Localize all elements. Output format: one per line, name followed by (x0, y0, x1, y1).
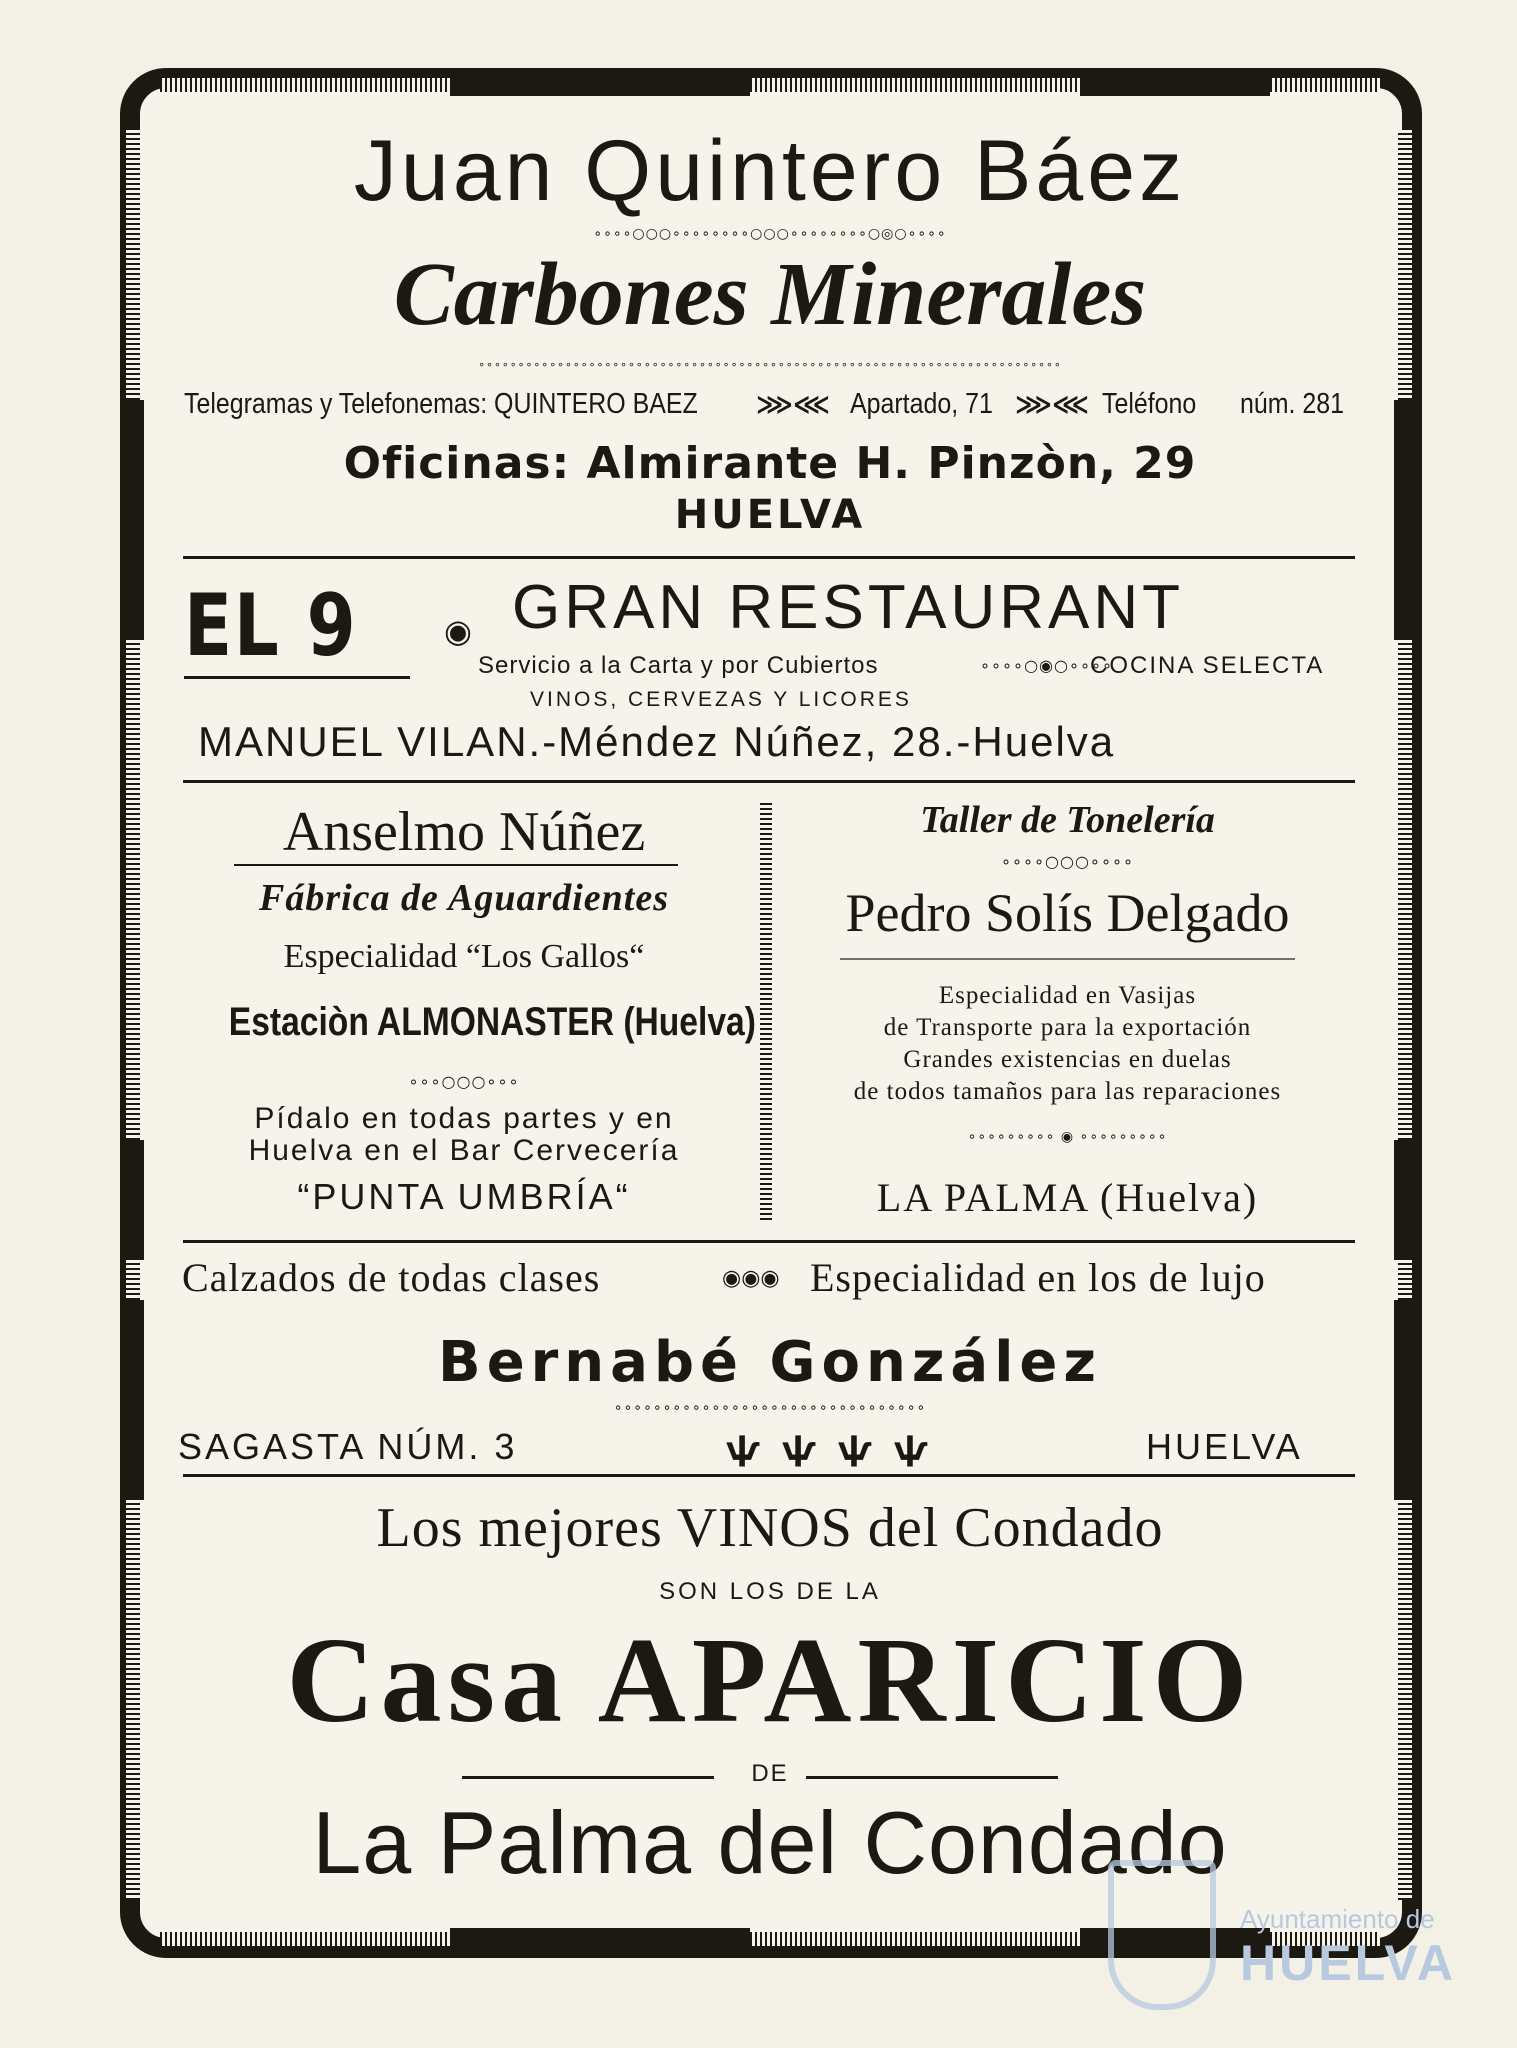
ad4-location: LA PALMA (Huelva) (876, 1175, 1259, 1220)
frame-bar-left-3 (122, 1300, 144, 1500)
ad3-station: Estaciòn ALMONASTER (Huelva) (228, 1000, 756, 1044)
frame-hatch-top-left (160, 78, 450, 92)
ad3-line2: Huelva en el Bar Cervecería (248, 1134, 680, 1167)
frame-bar-right-1 (1394, 400, 1416, 640)
frame-hatch-right-4 (1398, 1500, 1412, 1900)
ad4-line3: Grandes existencias en duelas (903, 1046, 1232, 1073)
ad5-address: SAGASTA NÚM. 3 (178, 1426, 518, 1467)
watermark-line1: Ayuntamiento de (1240, 1904, 1435, 1934)
ad4-line4: de todos tamaños para las reparaciones (853, 1078, 1282, 1105)
column-divider (760, 800, 772, 1220)
ad4-workshop: Taller de Tonelería (920, 799, 1215, 841)
ad2-logo-underline (184, 676, 410, 679)
frame-bar-top-2 (1080, 74, 1270, 96)
frame-bar-left-1 (122, 400, 144, 640)
frame-hatch-bottom-left (160, 1932, 450, 1946)
ad1-phone-number: núm. 281 (1240, 388, 1344, 420)
divider-4 (183, 1474, 1355, 1477)
ad1-city: HUELVA (674, 492, 866, 538)
frame-bar-right-2 (1394, 1140, 1416, 1260)
ad4-name-underline (840, 958, 1295, 960)
ad4-line2: de Transporte para la exportación (883, 1014, 1252, 1041)
star-divider-icon-2: ⋙⋘ (1015, 390, 1089, 420)
ad3-name: Anselmo Núñez (282, 801, 646, 863)
frame-hatch-left-1 (126, 130, 140, 400)
ad3-bar: “PUNTA UMBRÍA“ (297, 1176, 631, 1217)
ad1-po-box: Apartado, 71 (850, 388, 993, 420)
rose-icon-1: ◉ (444, 612, 472, 650)
ad2-logo: EL 9 (184, 576, 358, 676)
ornament-dots-1: ∘∘∘∘○○○∘∘∘∘∘∘∘∘○○○∘∘∘∘∘∘∘∘○◎○∘∘∘∘ (593, 226, 947, 242)
ad1-offices: Oficinas: Almirante H. Pinzòn, 29 (343, 438, 1197, 489)
frame-bar-bottom-1 (450, 1928, 750, 1950)
ad1-telegrams: Telegramas y Telefonemas: QUINTERO BAEZ (184, 388, 698, 420)
leaf-ornament-icons: ѱѱѱѱ (726, 1430, 950, 1468)
divider-1 (183, 556, 1355, 559)
ad6-house: Casa APARICIO (286, 1613, 1254, 1748)
ornament-dots-3: ∘∘∘∘○◉○∘∘∘∘ (980, 656, 1114, 675)
frame-hatch-right-1 (1398, 130, 1412, 400)
ad5-left: Calzados de todas clases (182, 1255, 601, 1300)
ad6-de: DE (751, 1760, 789, 1787)
frame-bar-top-1 (450, 74, 750, 96)
ad3-factory: Fábrica de Aguardientes (258, 877, 670, 919)
ad2-service: Servicio a la Carta y por Cubiertos (478, 652, 879, 679)
star-divider-icon-1: ⋙⋘ (756, 390, 830, 420)
ad5-city: HUELVA (1146, 1426, 1303, 1467)
frame-hatch-right-3 (1398, 1260, 1412, 1300)
ornament-dots-4: ∘∘∘○○○∘∘∘ (408, 1072, 520, 1091)
ad1-business: Carbones Minerales (393, 245, 1147, 344)
ornament-rose-cluster: ∘∘∘∘∘∘∘∘∘ ◉ ∘∘∘∘∘∘∘∘∘ (967, 1129, 1168, 1145)
ornament-dots-6: ∘∘∘∘∘∘∘∘∘∘∘∘∘∘∘∘∘∘∘∘∘∘∘∘∘∘∘∘∘∘∘∘ (613, 1400, 927, 1416)
ad3-name-underline (234, 864, 678, 866)
ad1-phone-label: Teléfono (1102, 388, 1197, 420)
frame-bar-right-3 (1394, 1300, 1416, 1500)
ornament-dots-2: ∘∘∘∘∘∘∘∘∘∘∘∘∘∘∘∘∘∘∘∘∘∘∘∘∘∘∘∘∘∘∘∘∘∘∘∘∘∘∘∘∘∘∘∘∘∘∘∘∘∘∘∘∘∘∘∘∘∘∘∘∘∘∘∘∘∘∘∘∘∘∘∘∘∘ (478, 358, 1062, 371)
ad6-headline: Los mejores VINOS del Condado (376, 1497, 1164, 1559)
watermark-line2: HUELVA (1240, 1935, 1457, 1991)
rose-trio-icon: ◉◉◉ (722, 1266, 780, 1291)
frame-hatch-top-right (1270, 78, 1380, 92)
ad5-right: Especialidad en los de lujo (810, 1255, 1266, 1300)
frame-bar-left-2 (122, 1140, 144, 1260)
ad2-kitchen: COCINA SELECTA (1090, 652, 1325, 679)
divider-2 (183, 780, 1355, 783)
ad6-de-rule-right (806, 1776, 1058, 1779)
ad5-name: Bernabé González (438, 1330, 1102, 1395)
frame-hatch-left-3 (126, 1260, 140, 1300)
ad1-name: Juan Quintero Báez (353, 123, 1187, 219)
ad2-title: GRAN RESTAURANT (512, 573, 1185, 642)
frame-hatch-left-4 (126, 1500, 140, 1900)
ad3-specialty: Especialidad “Los Gallos“ (283, 938, 645, 975)
frame-hatch-left-2 (126, 640, 140, 1140)
divider-3 (183, 1240, 1355, 1243)
ad4-line1: Especialidad en Vasijas (938, 982, 1197, 1009)
frame-hatch-bottom-mid (750, 1932, 1080, 1946)
ornament-dots-5: ∘∘∘∘○○○∘∘∘∘ (1000, 852, 1134, 871)
ad6-sub: SON LOS DE LA (659, 1578, 881, 1605)
ad2-drinks: VINOS, CERVEZAS Y LICORES (530, 688, 912, 711)
ad3-line1: Pídalo en todas partes y en (254, 1102, 674, 1135)
frame-hatch-right-2 (1398, 640, 1412, 1140)
city-shield-watermark-icon (1108, 1860, 1216, 2010)
ad2-owner-address: MANUEL VILAN.-Méndez Núñez, 28.-Huelva (198, 718, 1116, 765)
ad6-town: La Palma del Condado (312, 1793, 1228, 1892)
ad4-name: Pedro Solís Delgado (845, 883, 1290, 943)
frame-hatch-top-mid (750, 78, 1080, 92)
